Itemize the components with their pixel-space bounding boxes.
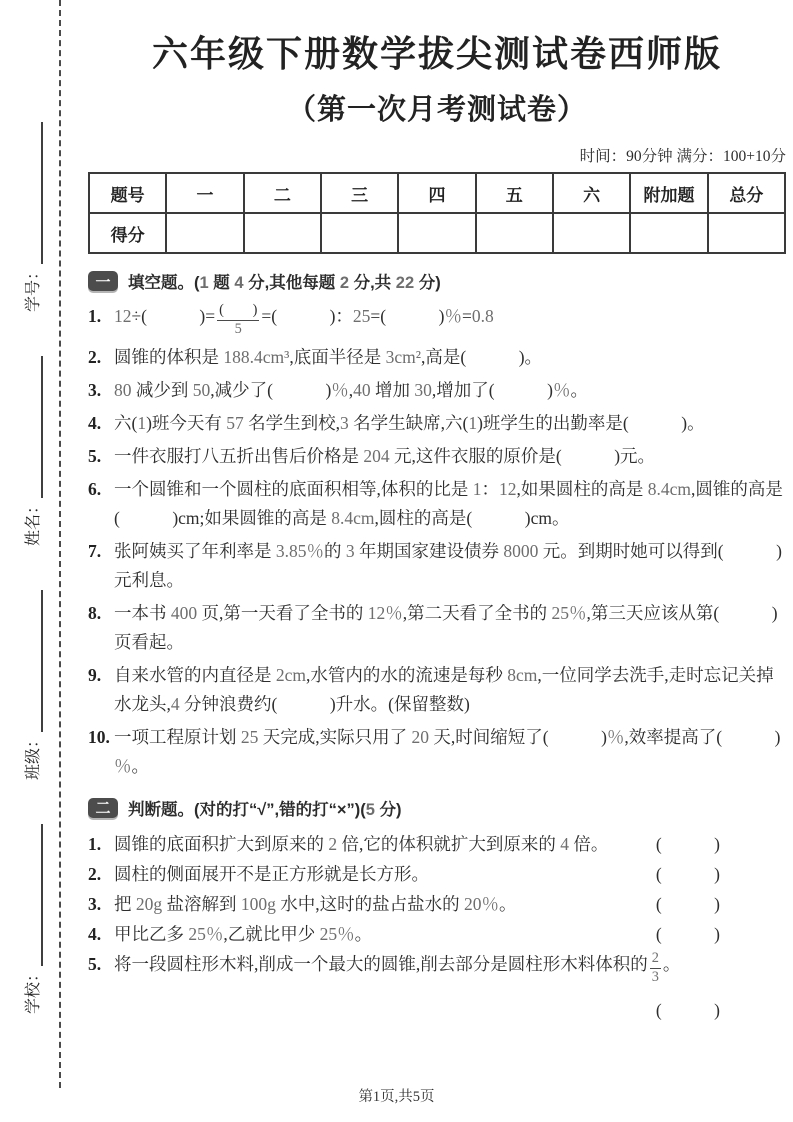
judgment-question	[88, 949, 786, 987]
question-number: 3.	[88, 893, 102, 914]
seal-field-line	[26, 590, 43, 732]
question-number: 6.	[88, 478, 102, 499]
fill-in-question	[88, 376, 786, 405]
paper-title: 六年级下册数学拔尖测试卷西师版	[151, 34, 722, 74]
answer-bracket: ( )	[655, 999, 720, 1020]
score-cell	[553, 213, 630, 253]
question-number: 9.	[88, 664, 102, 685]
score-table-header-cell: 六	[553, 173, 630, 213]
fraction: $\frac{2}{3}$	[651, 950, 659, 985]
question-number: 10.	[88, 726, 110, 747]
seal-field-label: 班级：	[24, 731, 42, 780]
score-cell	[630, 213, 707, 253]
fill-in-question	[88, 599, 786, 657]
score-table-header-cell: 一	[166, 173, 243, 213]
seal-field-label: 学校：	[24, 965, 42, 1014]
fill-in-question	[88, 661, 786, 719]
seal-field	[20, 590, 43, 780]
seal-field-line	[26, 356, 43, 498]
score-table-header-cell: 二	[244, 173, 321, 213]
section1-badge: 一	[88, 271, 118, 291]
section2-badge: 二	[88, 798, 118, 818]
section2-header	[88, 796, 786, 820]
judgment-question	[88, 919, 786, 949]
section1-header	[88, 269, 786, 293]
score-table-header-cell: 附加题	[630, 173, 707, 213]
score-cell	[476, 213, 553, 253]
paper-subtitle: （第一次月考测试卷）	[286, 94, 587, 126]
score-table-header-cell: 五	[476, 173, 553, 213]
seal-field	[20, 122, 43, 312]
question-text: 将一段圆柱形木料,削成一个最大的圆锥,削去部分是圆柱形木料体积的 $\frac{2}{3}$ 。	[114, 950, 681, 985]
answer-bracket: ( )	[655, 863, 720, 884]
question-text: 六(1)班今天有 57 名学生到校,3 名学生缺席,六(1)班学生的出勤率是( )。	[114, 412, 705, 433]
time-score-info: 时间：90分钟 满分：100+10分	[579, 148, 786, 165]
question-text: 圆锥的底面积扩大到原来的 2 倍,它的体积就扩大到原来的 4 倍。	[114, 833, 609, 854]
question-number: 5.	[88, 445, 102, 466]
section1-note: (1 题 4 分,其他每题 2 分,共 22 分)	[194, 274, 441, 292]
section2-questions	[88, 829, 786, 1025]
fill-in-question	[88, 537, 786, 595]
question-text: 自来水管的内直径是 2cm,水管内的水的流速是每秒 8cm,一位同学去洗手,走时忘记关掉水龙头,4 分钟浪费约( )升水。(保留整数)	[114, 664, 774, 714]
score-cell	[244, 213, 321, 253]
page-number-footer: 第1页,共5页	[358, 1089, 435, 1105]
section2-title: 判断题。	[128, 800, 194, 819]
fill-in-question	[88, 442, 786, 471]
score-table-score-row	[89, 213, 785, 253]
seal-field-line	[26, 824, 43, 966]
main-column	[88, 0, 786, 1025]
score-table-header-cell: 题号	[89, 173, 166, 213]
score-cell	[321, 213, 398, 253]
question-text: 圆锥的体积是 188.4cm³,底面半径是 3cm²,高是( )。	[114, 346, 543, 367]
judgment-question	[88, 859, 786, 889]
score-row-label: 得分	[89, 213, 166, 253]
section2-note: (对的打“√”,错的打“×”)(5 分)	[194, 800, 402, 819]
question-text: 80 减少到 50,减少了( )％,40 增加 30,增加了( )％。	[114, 379, 588, 400]
question-text: 一项工程原计划 25 天完成,实际只用了 20 天,时间缩短了( )％,效率提高了( )％。	[114, 726, 781, 776]
question-number: 4.	[88, 923, 102, 944]
question-number: 2.	[88, 863, 102, 884]
seal-field-label: 学号：	[24, 263, 42, 312]
seal-field-label: 姓名：	[24, 497, 42, 546]
seal-margin	[4, 46, 58, 1076]
score-table	[88, 172, 786, 254]
question-number: 7.	[88, 540, 102, 561]
section1-title: 填空题。	[128, 274, 194, 292]
score-table-header-row	[89, 173, 785, 213]
judgment-question	[88, 829, 786, 859]
question-number: 5.	[88, 953, 102, 974]
question-text: 张阿姨买了年利率是 3.85％的 3 年期国家建设债券 8000 元。到期时她可以得到( )元利息。	[114, 540, 782, 590]
judgment-question	[88, 889, 786, 919]
question-number: 1.	[88, 306, 102, 326]
fill-in-question	[88, 723, 786, 781]
score-cell	[708, 213, 785, 253]
fill-in-question	[88, 302, 786, 339]
question-number: 1.	[88, 833, 102, 854]
question-number: 2.	[88, 346, 102, 367]
answer-bracket: ( )	[655, 923, 720, 944]
score-table-header-cell: 三	[321, 173, 398, 213]
fill-in-question	[88, 343, 786, 372]
question-text: 一个圆锥和一个圆柱的底面积相等,体积的比是 1：12,如果圆柱的高是 8.4cm,圆锥的高是( )cm;如果圆锥的高是 8.4cm,圆柱的高是( )cm。	[114, 478, 783, 528]
question-text: 甲比乙多 25％,乙就比甲少 25％。	[114, 923, 373, 944]
seal-field	[20, 356, 43, 546]
fraction: $\frac{( )}{5}$	[219, 302, 258, 337]
question-number: 4.	[88, 412, 102, 433]
question-text: 圆柱的侧面展开不是正方形就是长方形。	[114, 863, 429, 884]
question-text: 12÷( )= $\frac{( )}{5}$ =( )：25=( )％=0.8	[114, 302, 494, 337]
seal-field-line	[26, 122, 43, 264]
question-number: 3.	[88, 379, 102, 400]
score-cell	[166, 213, 243, 253]
seal-dashed-line	[59, 0, 61, 1088]
question-text: 一件衣服打八五折出售后价格是 204 元,这件衣服的原价是( )元。	[114, 445, 656, 466]
fill-in-question	[88, 475, 786, 533]
section1-questions	[88, 302, 786, 781]
question-text: 一本书 400 页,第一天看了全书的 12％,第二天看了全书的 25％,第三天应该从第( )页看起。	[114, 602, 778, 652]
score-table-header-cell: 四	[398, 173, 475, 213]
fill-in-question	[88, 409, 786, 438]
score-cell	[398, 213, 475, 253]
answer-bracket: ( )	[655, 893, 720, 914]
score-table-header-cell: 总分	[708, 173, 785, 213]
answer-bracket: ( )	[655, 833, 720, 854]
question-text: 把 20g 盐溶解到 100g 水中,这时的盐占盐水的 20％。	[114, 893, 517, 914]
seal-field	[20, 824, 43, 1014]
question-number: 8.	[88, 602, 102, 623]
